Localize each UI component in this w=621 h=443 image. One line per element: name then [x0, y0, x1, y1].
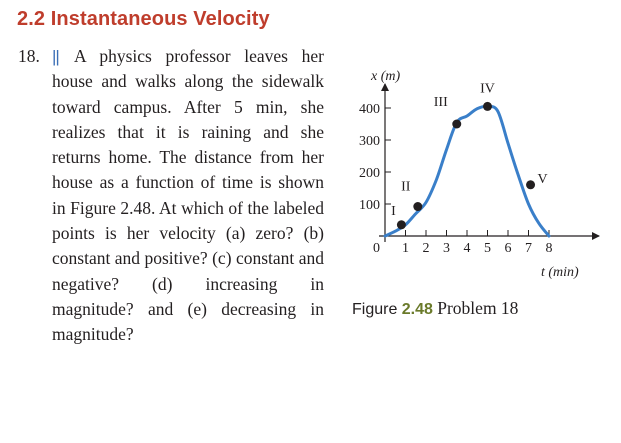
section-title: 2.2 Instantaneous Velocity	[17, 8, 270, 30]
y-tick-label: 200	[359, 166, 380, 181]
point-iv	[483, 102, 492, 111]
point-ii	[413, 202, 422, 211]
x-tick-label: 6	[504, 241, 512, 256]
position-time-graph	[345, 60, 615, 290]
x-tick-label: 8	[545, 241, 553, 256]
x-tick-label: 5	[484, 241, 491, 256]
y-tick-label: 400	[359, 102, 380, 117]
point-label-ii: II	[401, 179, 411, 195]
figure-caption-lead: Figure	[352, 301, 398, 318]
x-tick-label: 3	[443, 241, 450, 256]
point-label-iii: III	[433, 95, 448, 110]
point-iii	[452, 120, 461, 129]
y-tick-label: 100	[359, 198, 380, 213]
y-axis-label: x (m)	[371, 69, 401, 84]
x-axis-label: t (min)	[541, 265, 579, 280]
x-tick-label: 7	[525, 241, 532, 256]
problem-number: 18.	[18, 46, 40, 66]
point-i	[397, 220, 406, 229]
y-tick-label: 300	[359, 134, 380, 149]
figure-2-48	[345, 60, 615, 290]
x-tick-label: 4	[463, 241, 471, 256]
x-tick-label: 2	[422, 241, 430, 256]
figure-number: 2.48	[401, 301, 433, 318]
x-tick-label: 1	[402, 241, 409, 256]
difficulty-marker: ||	[52, 47, 59, 66]
point-label-iv: IV	[480, 81, 495, 97]
problem-text: A physics professor leaves her house and walks along the sidewalk toward campus. After 5 min, she realizes that it is raining and she returns home. The distance from her house as a function of time is shown in Figure 2.48. At which of the labeled points is her velocity (a) zero? (b) constant and positive? (c) constant and negative? (d) increasing in magnitude? and (e) decreasing in magnitude?	[52, 46, 324, 345]
point-v	[526, 180, 535, 189]
x-tick-label: 0	[373, 241, 380, 256]
figure-caption	[352, 298, 518, 319]
position-curve	[385, 106, 549, 236]
figure-caption-text: Problem 18	[437, 298, 519, 318]
point-label-i: I	[391, 203, 396, 219]
point-label-v: V	[537, 171, 548, 187]
